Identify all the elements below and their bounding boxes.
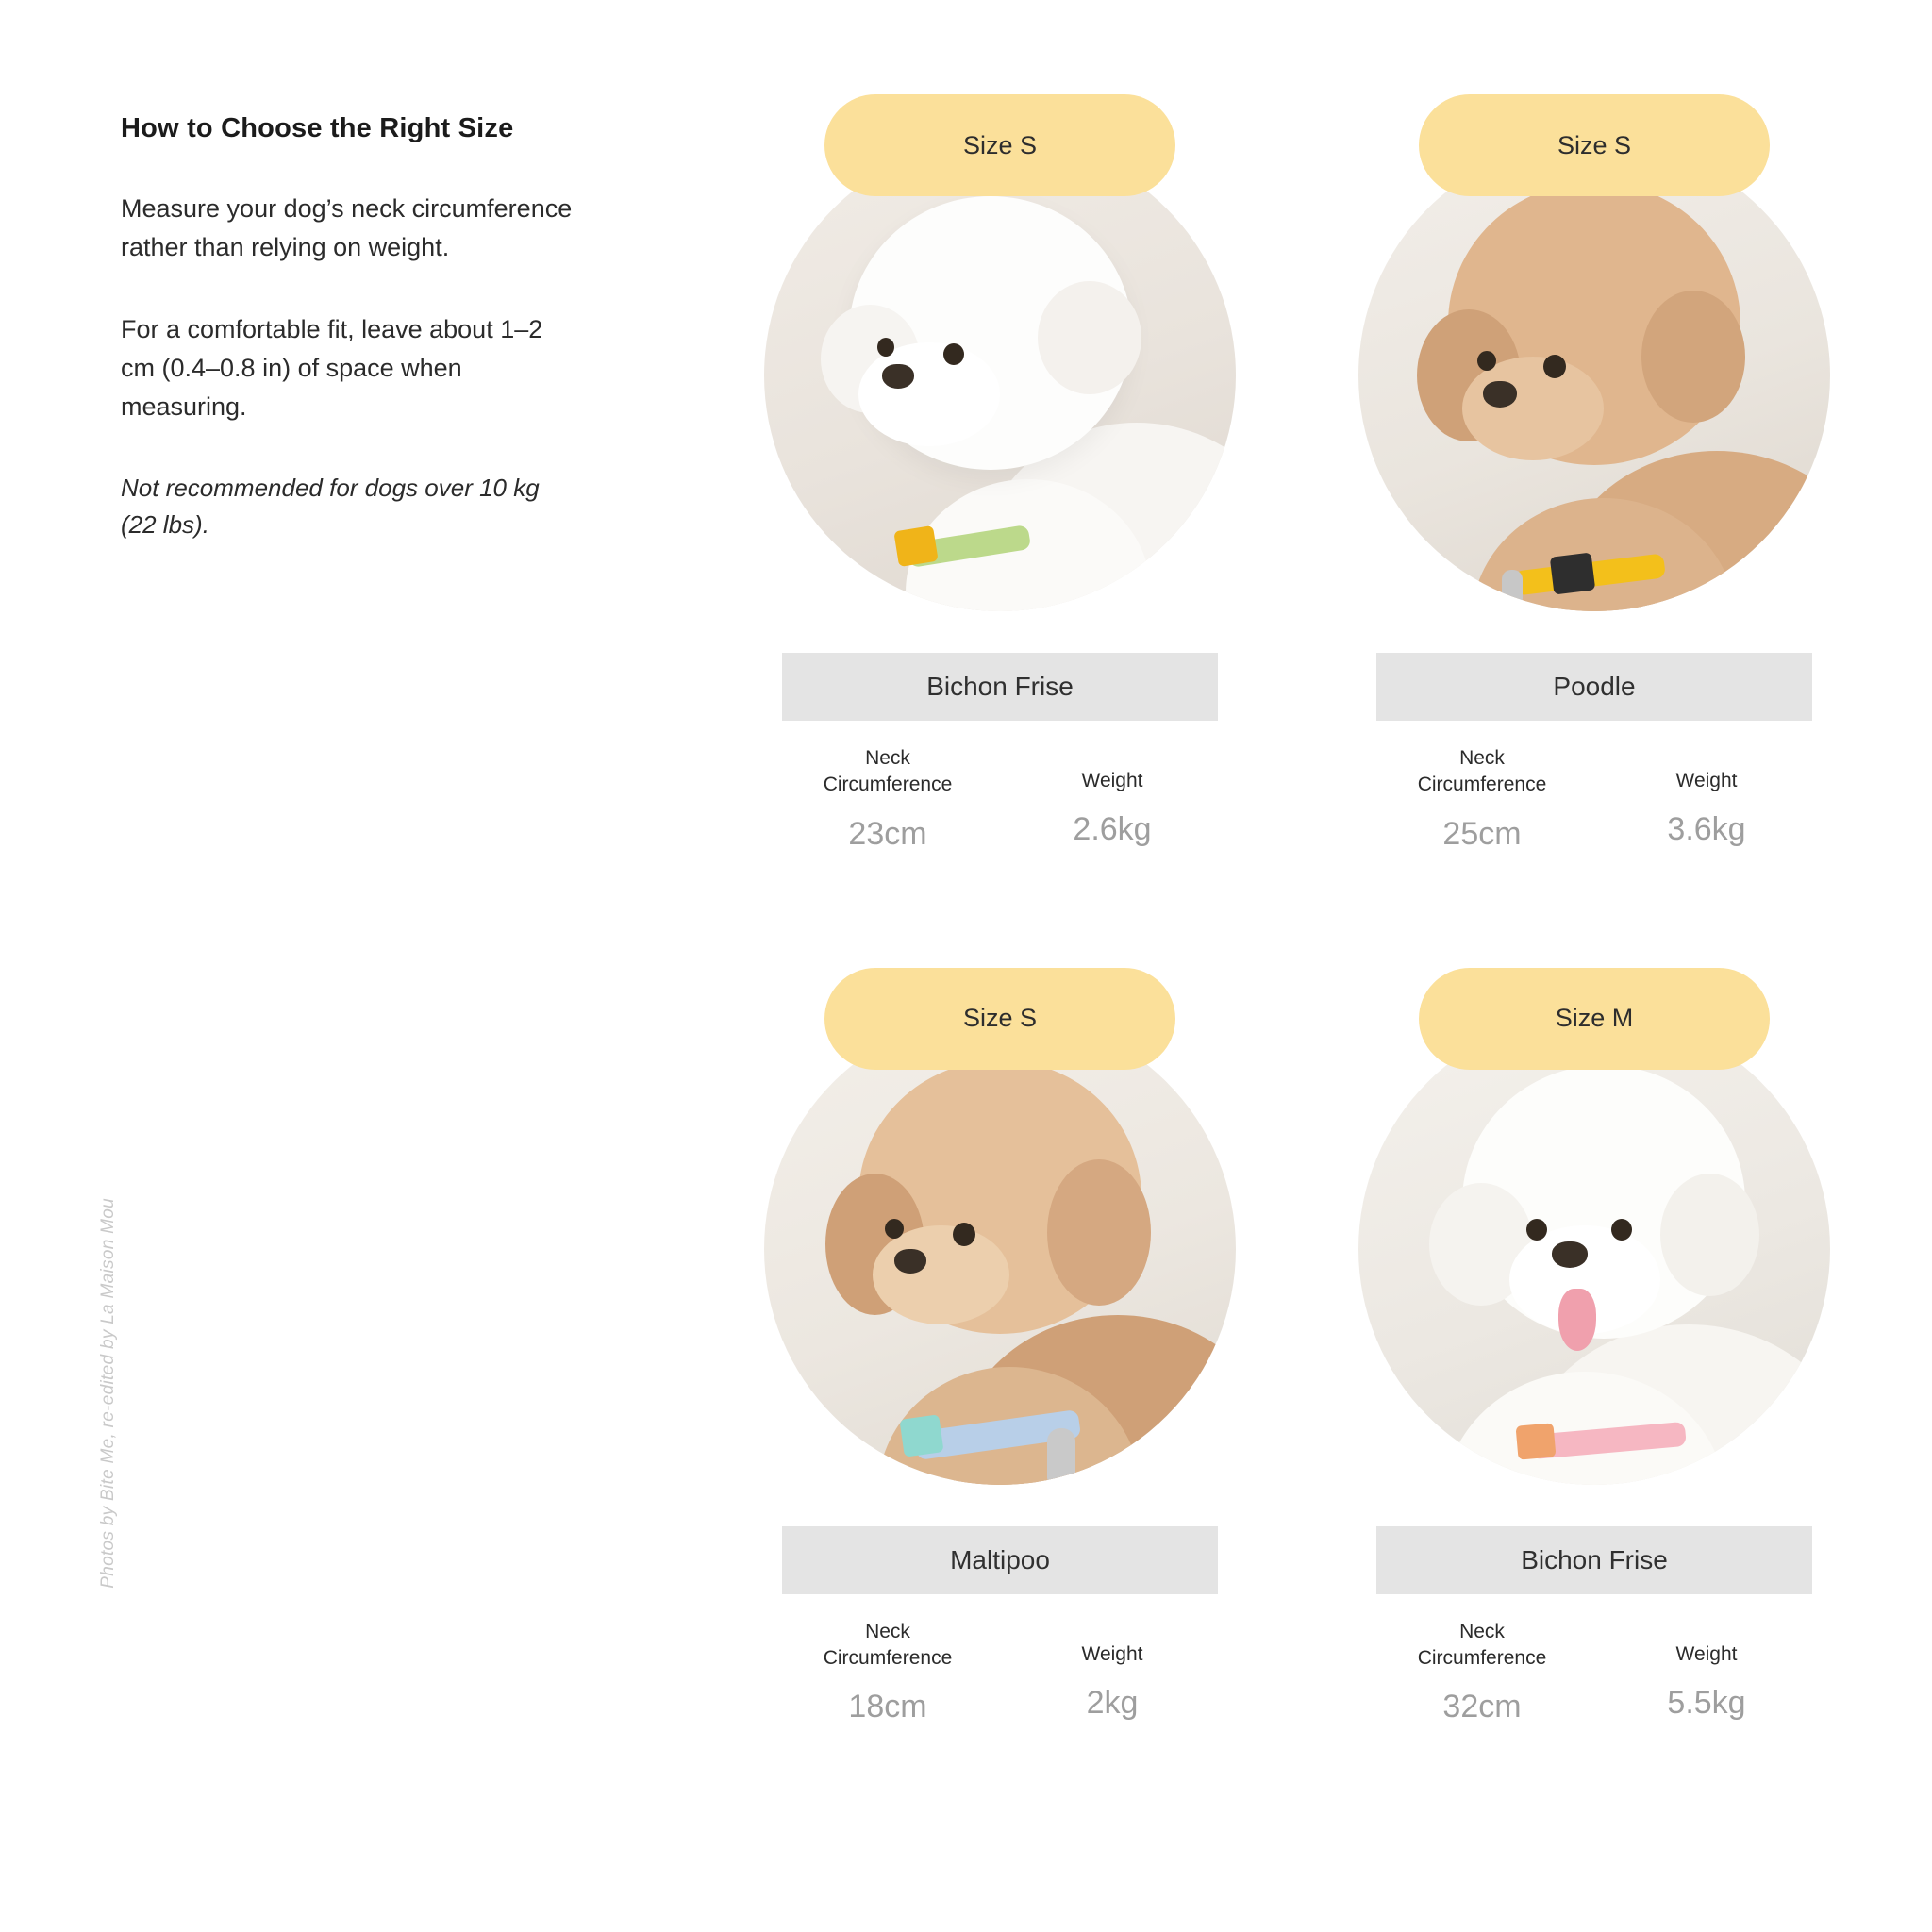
spec-neck-label-line2: Circumference	[1417, 774, 1547, 796]
spec-neck	[1392, 745, 1572, 853]
spec-row	[1358, 745, 1830, 853]
dog-size-card	[1358, 94, 1830, 853]
dog-size-card	[764, 968, 1236, 1726]
dog-photo-bichon-frise-s	[764, 140, 1236, 611]
spec-neck-label-line1: Neck	[865, 747, 910, 769]
spec-weight	[1023, 745, 1202, 853]
spec-weight-label: Weight	[1675, 1642, 1738, 1665]
spec-weight-value: 3.6kg	[1667, 811, 1746, 848]
spec-weight	[1023, 1619, 1202, 1726]
breed-name: Bichon Frise	[782, 653, 1218, 721]
spec-weight	[1617, 1619, 1796, 1726]
spec-weight	[1617, 745, 1796, 853]
size-badge: Size S	[1419, 94, 1770, 196]
guide-note: Not recommended for dogs over 10 kg (22 lbs).	[121, 474, 540, 540]
spec-weight-value: 2.6kg	[1073, 811, 1152, 848]
guide-paragraph-2: For a comfortable fit, leave about 1–2 cm (0.4–0.8 in) of space when measuring.	[121, 315, 543, 422]
size-badge: Size M	[1419, 968, 1770, 1070]
spec-neck-value: 18cm	[848, 1689, 927, 1725]
size-badge: Size S	[824, 94, 1175, 196]
dog-size-card-grid	[764, 94, 1840, 1725]
spec-neck	[1392, 1619, 1572, 1726]
size-guide-panel	[121, 113, 611, 543]
page-title: How to Choose the Right Size	[121, 113, 514, 143]
spec-neck-label-line1: Neck	[1459, 747, 1505, 769]
spec-weight-value: 2kg	[1086, 1685, 1139, 1722]
dog-photo-maltipoo-s	[764, 1013, 1236, 1485]
dog-size-card	[1358, 968, 1830, 1726]
guide-paragraph-1: Measure your dog’s neck circumference rather than relying on weight.	[121, 194, 573, 262]
photo-credit: Photos by Bite Me, re-edited by La Maison Mou	[98, 1198, 118, 1589]
dog-photo-bichon-frise-m	[1358, 1013, 1830, 1485]
dog-size-card	[764, 94, 1236, 853]
breed-name: Maltipoo	[782, 1526, 1218, 1594]
breed-name: Poodle	[1376, 653, 1812, 721]
spec-neck-value: 25cm	[1442, 815, 1522, 852]
spec-weight-value: 5.5kg	[1667, 1685, 1746, 1722]
spec-weight-label: Weight	[1081, 1642, 1143, 1665]
breed-name: Bichon Frise	[1376, 1526, 1812, 1594]
spec-neck	[798, 1619, 977, 1726]
spec-neck-value: 23cm	[848, 815, 927, 852]
dog-photo-poodle-s	[1358, 140, 1830, 611]
spec-row	[764, 1619, 1236, 1726]
spec-row	[1358, 1619, 1830, 1726]
spec-neck-label-line2: Circumference	[823, 1647, 953, 1670]
spec-neck-value: 32cm	[1442, 1689, 1522, 1725]
spec-weight-label: Weight	[1081, 770, 1143, 791]
spec-neck-label-line1: Neck	[865, 1620, 910, 1642]
size-badge: Size S	[824, 968, 1175, 1070]
spec-neck-label-line1: Neck	[1459, 1620, 1505, 1642]
spec-neck	[798, 745, 977, 853]
spec-weight-label: Weight	[1675, 770, 1738, 791]
spec-neck-label-line2: Circumference	[823, 774, 953, 796]
spec-neck-label-line2: Circumference	[1417, 1647, 1547, 1670]
spec-row	[764, 745, 1236, 853]
